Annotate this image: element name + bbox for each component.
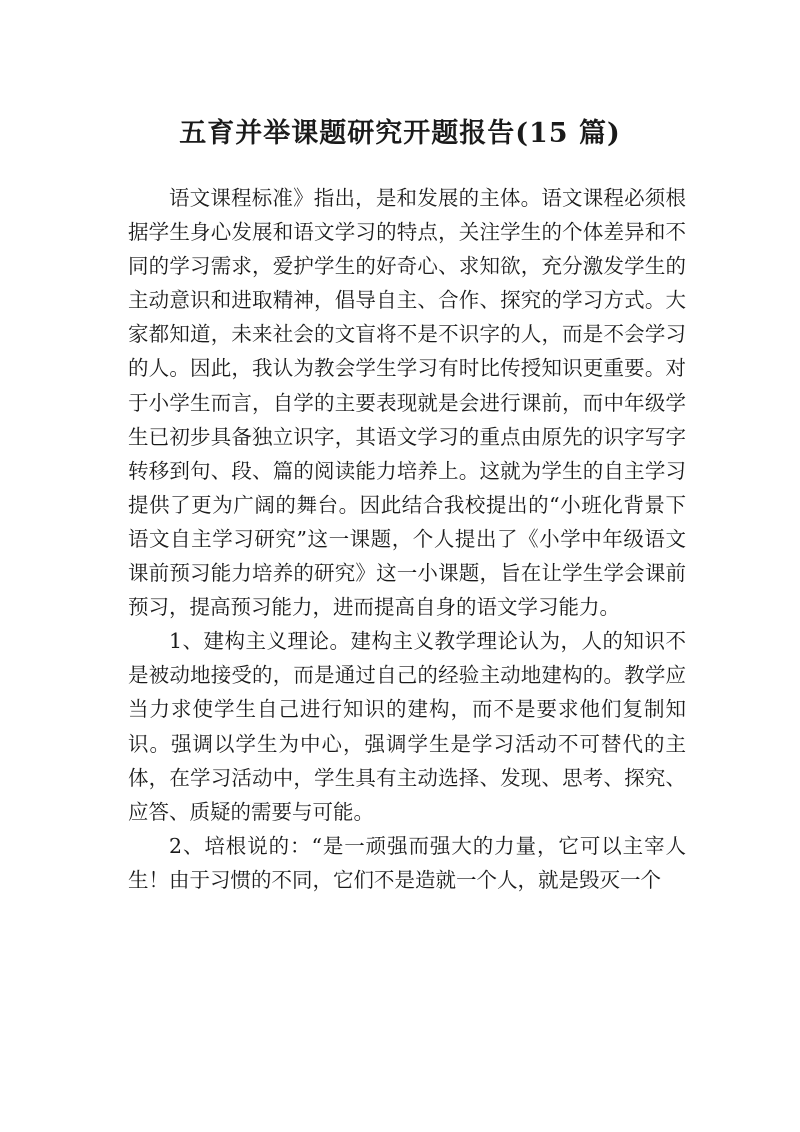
paragraph-intro: 语文课程标准》指出，是和发展的主体。语文课程必须根据学生身心发展和语文学习的特点，关注学生的个体差异和不同的学习需求，爱护学生的好奇心、求知欲，充分激发学生的主动意识和进取精神，倡导自主、合作、探究的学习方式。大家都知道，未来社会的文盲将不是不识字的人，而是不会学习的人。因此，我认为教会学生学习有时比传授知识更重要。对于小学生而言，自学的主要表现就是会进行课前，而中年级学生已初步具备独立识字，其语文学习的重点由原先的识字写字转移到句、段、篇的阅读能力培养上。这就为学生的自主学习提供了更为广阔的舞台。因此结合我校提出的“小班化背景下语文自主学习研究”这一课题，个人提出了《小学中年级语文课前预习能力培养的研究》这一小课题，旨在让学生学会课前预习，提高预习能力，进而提高自身的语文学习能力。 bbox=[128, 186, 686, 620]
document-title: 五育并举课题研究开题报告(15 篇) bbox=[179, 118, 621, 150]
document-body bbox=[128, 181, 686, 897]
paragraph-constructivism: 1、建构主义理论。建构主义教学理论认为，人的知识不是被动地接受的，而是通过自己的经验主动地建构的。教学应当力求使学生自己进行知识的建构，而不是要求他们复制知识。强调以学生为中心，强调学生是学习活动不可替代的主体，在学习活动中，学生具有主动选择、发现、思考、探究、应答、质疑的需要与可能。 bbox=[128, 629, 686, 824]
paragraph-bacon-quote: 2、培根说的：“是一顽强而强大的力量，它可以主宰人生！由于习惯的不同，它们不是造就一个人，就是毁灭一个 bbox=[128, 833, 686, 892]
